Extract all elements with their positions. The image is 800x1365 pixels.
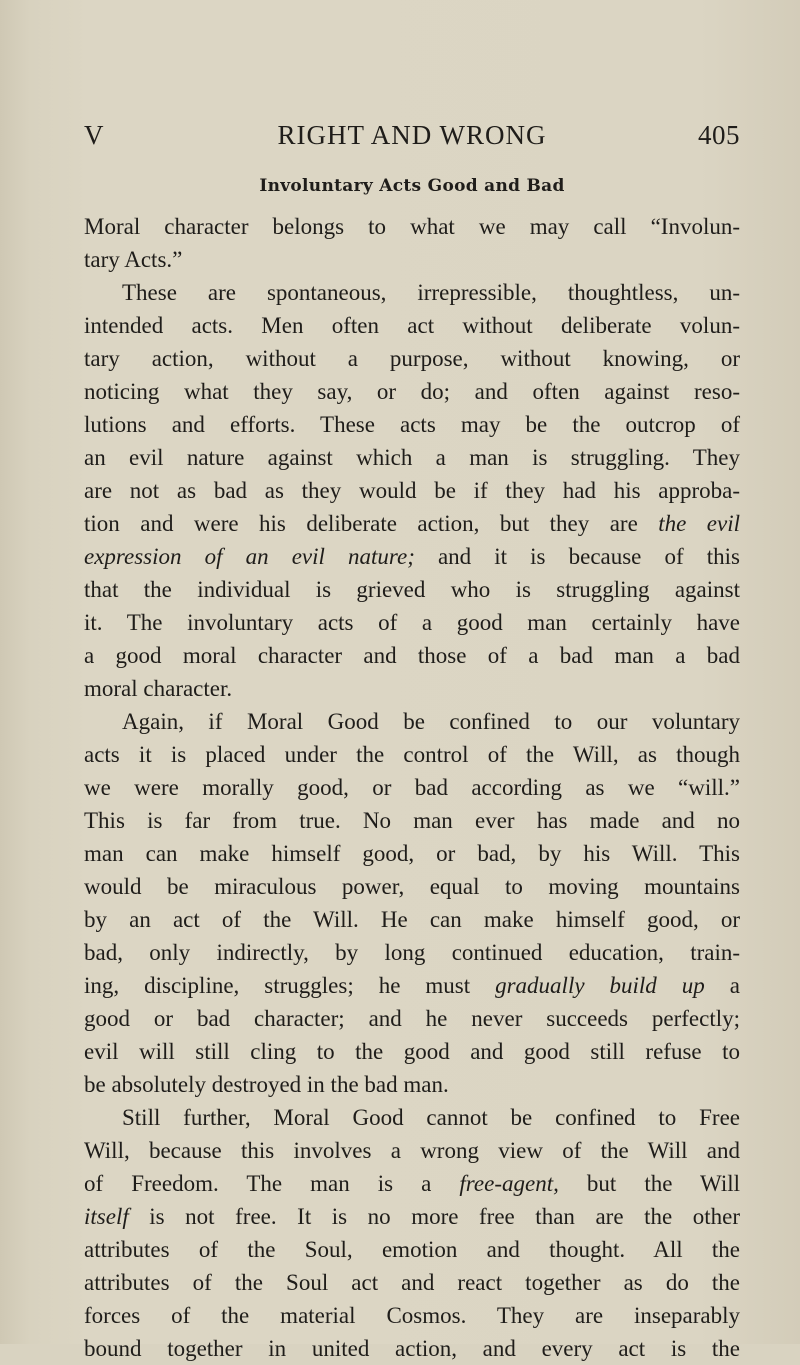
line-text: forces of the material Cosmos. They are inseparably [84, 1303, 740, 1328]
italic-text: free-agent, [459, 1171, 559, 1196]
line-text: would be miraculous power, equal to moving mountains [84, 874, 740, 899]
line-text: man can make himself good, or bad, by his Will. This [84, 841, 740, 866]
text-line [84, 276, 740, 309]
text-line [84, 936, 740, 969]
text-line [84, 1233, 740, 1266]
text-line [84, 1299, 740, 1332]
page-number: 405 [698, 120, 740, 150]
text-line [84, 969, 740, 1002]
line-text: attributes of the Soul act and react together as do the [84, 1270, 740, 1295]
line-text: intended acts. Men often act without deliberate volun- [84, 313, 740, 338]
text-line [84, 573, 740, 606]
line-text: but the Will [558, 1171, 741, 1196]
text-line [84, 210, 740, 243]
text-line [84, 243, 740, 276]
text-line [84, 1068, 740, 1101]
paragraph [84, 705, 740, 1101]
line-text: ing, discipline, struggles; he must [84, 973, 471, 998]
line-text: it. The involuntary acts of a good man certainly have [84, 610, 740, 635]
text-line [84, 606, 740, 639]
line-text: good or bad character; and he never succeeds perfectly; [84, 1006, 740, 1031]
text-line [84, 837, 740, 870]
line-text: Moral character belongs to what we may call “Involun- [84, 214, 740, 239]
text-line [84, 903, 740, 936]
line-text: are not as bad as they would be if they had his approba- [84, 478, 740, 503]
text-line [84, 738, 740, 771]
italic-text: expression of an evil nature; [84, 544, 415, 569]
line-text: bad, only indirectly, by long continued education, train- [84, 940, 740, 965]
line-text: lutions and efforts. These acts may be the outcrop of [84, 412, 740, 437]
text-line [84, 639, 740, 672]
body-text [84, 210, 740, 1365]
line-text: Again, if Moral Good be confined to our voluntary [122, 709, 740, 734]
line-text: a good moral character and those of a bad man a bad [84, 643, 740, 668]
text-line [84, 1167, 740, 1200]
line-text: bound together in united action, and every act is the [84, 1336, 740, 1361]
text-line [84, 1101, 740, 1134]
line-text: tary action, without a purpose, without knowing, or [84, 346, 740, 371]
line-text: an evil nature against which a man is struggling. They [84, 445, 740, 470]
line-text: of Freedom. The man is a [84, 1171, 432, 1196]
text-line [84, 441, 740, 474]
text-line [84, 540, 740, 573]
text-line [84, 705, 740, 738]
paragraph [84, 276, 740, 705]
running-header [84, 120, 740, 160]
text-line [84, 1332, 740, 1365]
line-text: acts it is placed under the control of the Will, as though [84, 742, 740, 767]
line-text: Still further, Moral Good cannot be confined to Free [122, 1105, 740, 1130]
line-text: moral character. [84, 676, 233, 701]
text-line [84, 1002, 740, 1035]
text-line [84, 408, 740, 441]
line-text: and it is because of this [414, 544, 740, 569]
text-line [84, 1134, 740, 1167]
line-text: that the individual is grieved who is struggling against [84, 577, 740, 602]
text-line [84, 1200, 740, 1233]
text-line [84, 870, 740, 903]
line-text: Will, because this involves a wrong view of the Will and [84, 1138, 740, 1163]
line-text: we were morally good, or bad according as we “will.” [84, 775, 740, 800]
chapter-number: V [84, 120, 104, 150]
line-text: This is far from true. No man ever has made and no [84, 808, 740, 833]
paragraph [84, 210, 740, 276]
text-line [84, 1266, 740, 1299]
text-line [84, 309, 740, 342]
line-text: tary Acts.” [84, 247, 183, 272]
italic-text: gradually build up [495, 973, 705, 998]
text-line [84, 474, 740, 507]
line-text: by an act of the Will. He can make himself good, or [84, 907, 740, 932]
text-line [84, 507, 740, 540]
line-text: be absolutely destroyed in the bad man. [84, 1072, 449, 1097]
section-heading: Involuntary Acts Good and Bad [259, 176, 565, 196]
text-line [84, 771, 740, 804]
line-text: is not free. It is no more free than are the other [128, 1204, 740, 1229]
italic-text: itself [84, 1204, 129, 1229]
line-text: tion and were his deliberate action, but they are [84, 511, 638, 536]
text-line [84, 672, 740, 705]
line-text: evil will still cling to the good and good still refuse to [84, 1039, 740, 1064]
text-line [84, 804, 740, 837]
text-line [84, 375, 740, 408]
italic-text: the evil [658, 511, 740, 536]
text-line [84, 342, 740, 375]
text-line [84, 1035, 740, 1068]
line-text: These are spontaneous, irrepressible, thoughtless, un- [122, 280, 740, 305]
line-text: a [704, 973, 740, 998]
running-title: RIGHT AND WRONG [277, 120, 547, 150]
paragraph [84, 1101, 740, 1365]
line-text: attributes of the Soul, emotion and thought. All the [84, 1237, 740, 1262]
line-text: noticing what they say, or do; and often against reso- [84, 379, 740, 404]
